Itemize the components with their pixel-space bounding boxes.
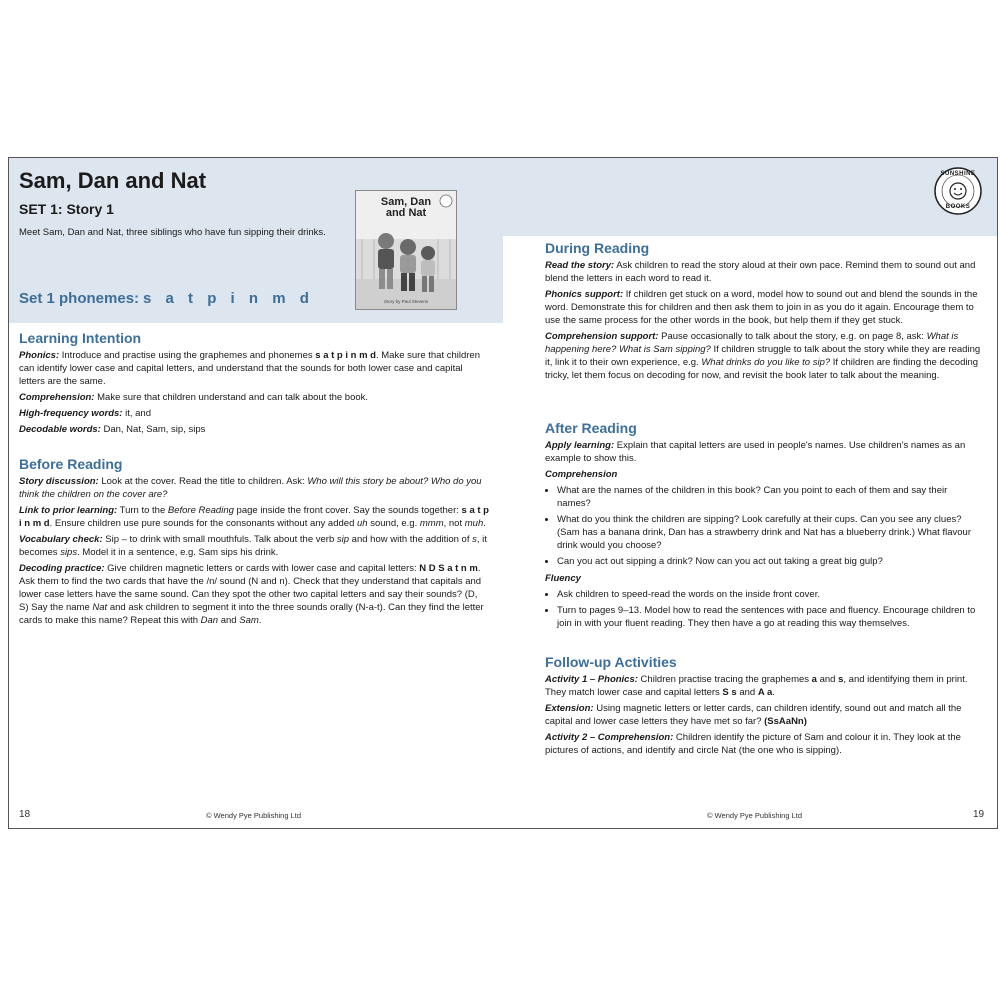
extension-paragraph: Extension: Using magnetic letters or letter cards, can children identify, sound out and match all the capital and lower case letters they have met so far? (SsAaNn) — [545, 703, 962, 727]
vocabulary-paragraph: Vocabulary check: Sip – to drink with small mouthfuls. Talk about the verb sip and how with the addition of s, it becomes sips. Model it in a sentence, e.g. Sam sips his drink. — [19, 534, 487, 558]
cover-title-line1: Sam, Dan — [380, 196, 432, 208]
decodable-paragraph: Decodable words: Dan, Nat, Sam, sip, sips — [19, 424, 206, 435]
list-item: • Turn to pages 9–13. Model how to read the sentences with pace and fluency. Encourage children to join in with your fluent reading. They then have a go at reading this way themselves. — [557, 604, 981, 630]
after-reading-body — [545, 439, 981, 634]
right-page — [503, 158, 997, 828]
cover-title-line2: and Nat — [385, 207, 427, 219]
phonemes-heading — [19, 290, 314, 307]
list-item: • What are the names of the children in this book? Can you point to each of them and say their names? — [557, 484, 981, 510]
activity-2-paragraph: Activity 2 – Comprehension: Children identify the picture of Sam and colour it in. They look at the pictures of actions, and identify and circle Nat (the one who is sipping). — [545, 732, 961, 756]
after-reading-heading: After Reading — [545, 420, 637, 436]
comprehension-subheading: Comprehension — [545, 469, 618, 480]
story-discussion-paragraph: Story discussion: Look at the cover. Read the title to children. Ask: Who will this story be about? Who do you think the children on the cover are? — [19, 476, 482, 500]
page-number-left: 18 — [19, 809, 31, 820]
sunshine-books-logo — [933, 166, 983, 216]
during-reading-heading: During Reading — [545, 240, 650, 256]
phonics-paragraph: Phonics: Introduce and practise using the graphemes and phonemes s a t p i n m d. Make sure that children can identify lower case and capital letters, and understand that the sounds for both lower case and capital letters are the same. — [19, 350, 480, 387]
story-intro: Meet Sam, Dan and Nat, three siblings who have fun sipping their drinks. — [19, 227, 326, 238]
follow-up-body — [545, 673, 981, 760]
learning-intention-heading: Learning Intention — [19, 330, 142, 346]
cover-author: Story by Paul Stevens — [383, 299, 429, 304]
during-reading-body — [545, 259, 981, 385]
list-item: • What do you think the children are sipping? Look carefully at their cups. Can you see any clues? (Sam has a banana drink, Dan has a strawberry drink and Nat has a blueberry drink.) What flavour drink would you choose? — [557, 513, 981, 552]
set-label: SET 1: Story 1 — [19, 201, 114, 217]
logo-text-top: SUNSHINE — [940, 171, 976, 177]
fluency-list — [545, 588, 981, 630]
comprehension-paragraph: Comprehension: Make sure that children understand and can talk about the book. — [19, 392, 369, 403]
comprehension-list — [545, 484, 981, 568]
comprehension-support-paragraph: Comprehension support: Pause occasionally to talk about the story, e.g. on page 8, ask: What is happening here? What is Sam sipping? If children struggle to talk about the story while they are reading it, link it to their own experience, e.g. What drinks do you like to sip? If children are finding the decoding tricky, let them focus on decoding for now, and revisit the book later to talk about the meaning. — [545, 331, 981, 381]
logo-text-bottom: BOOKS — [945, 204, 971, 210]
phonemes-label: Set 1 phonemes: — [19, 290, 140, 307]
activity-1-paragraph: Activity 1 – Phonics: Children practise tracing the graphemes a and s, and identifying them in print. They match lower case and capital letters S s and A a. — [545, 674, 968, 698]
before-reading-heading: Before Reading — [19, 456, 123, 472]
read-story-paragraph: Read the story: Ask children to read the story aloud at their own pace. Remind them to sound out and blend the letters in each word to read it. — [545, 260, 976, 284]
left-page — [9, 158, 503, 828]
right-header-band — [503, 158, 997, 236]
story-title: Sam, Dan and Nat — [19, 168, 207, 193]
phonics-support-paragraph: Phonics support: If children get stuck on a word, model how to sound out and blend the sounds in the word. Demonstrate this for children and then ask them to join in as you do it again. Encourage them to use the same process for the other words in the book, but help them if they get stuck. — [545, 289, 978, 326]
list-item: • Ask children to speed-read the words on the inside front cover. — [557, 588, 981, 601]
phonemes-letters: s a t p i n m d — [143, 290, 314, 307]
cover-title — [356, 197, 456, 219]
follow-up-heading: Follow-up Activities — [545, 654, 677, 670]
book-spread — [8, 157, 998, 829]
copyright-left: © Wendy Pye Publishing Ltd — [206, 811, 302, 820]
list-item: • Can you act out sipping a drink? Now can you act out taking a great big gulp? — [557, 555, 981, 568]
before-reading-body — [19, 475, 489, 630]
decoding-practice-paragraph: Decoding practice: Give children magnetic letters or cards with lower case and capital letters: N D S a t n m. Ask them to find the two cards that have the /n/ sound (N and n). Check that they understand that capitals and lower case letters have the same sound. Can they spot the other two capital letters and say their sounds? (D, S) Say the name Nat and ask children to segment it into the three sounds orally (N-a-t). Can they find the letter cards to make this name? Repeat this with Dan and Sam. — [19, 563, 484, 626]
page-number-right: 19 — [973, 809, 985, 820]
learning-intention-body — [19, 349, 489, 439]
apply-learning-paragraph: Apply learning: Explain that capital letters are used in people's names. Use children's names as an example to show this. — [545, 440, 966, 464]
book-cover-image — [355, 190, 457, 310]
fluency-subheading: Fluency — [545, 573, 581, 584]
copyright-right: © Wendy Pye Publishing Ltd — [707, 811, 803, 820]
prior-learning-paragraph: Link to prior learning: Turn to the Before Reading page inside the front cover. Say the sounds together: s a t p i n m d. Ensure children use pure sounds for the consonants without any added uh sound, e.g. mmm, not muh. — [19, 505, 489, 529]
high-frequency-paragraph: High-frequency words: it, and — [19, 408, 151, 419]
